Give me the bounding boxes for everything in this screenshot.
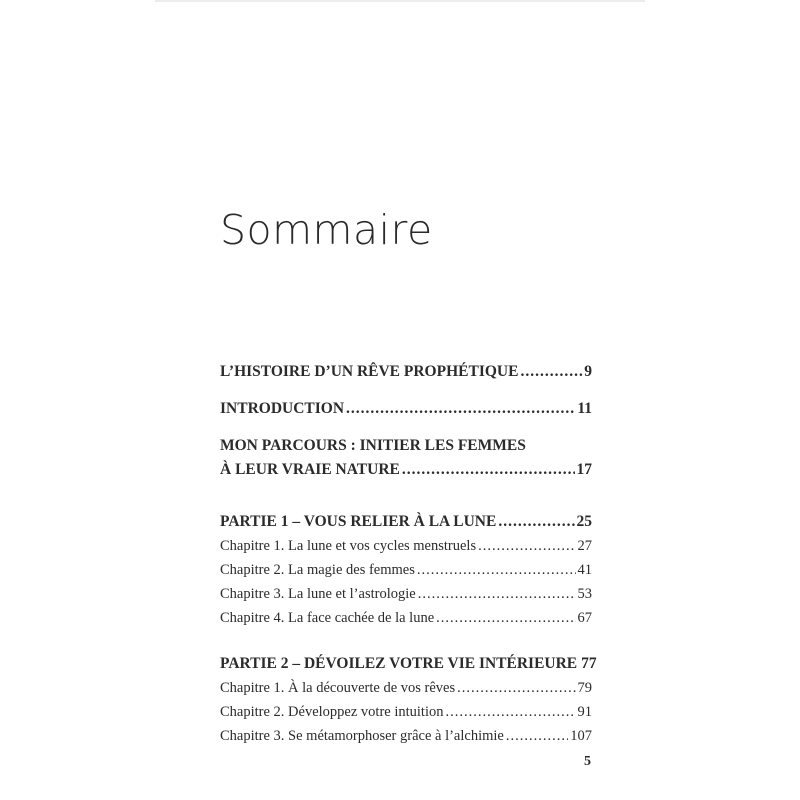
toc-entry-page: 27 (577, 538, 592, 554)
dot-leader (520, 360, 582, 384)
toc-entry-label: Chapitre 1. La lune et vos cycles menstruels (220, 538, 477, 554)
toc-entry-line2 (220, 458, 592, 482)
toc-entry-histoire (220, 360, 592, 384)
dot-leader (478, 534, 575, 558)
toc-entry-label: PARTIE 1 – VOUS RELIER À LA LUNE (220, 513, 497, 530)
dot-leader (346, 397, 575, 421)
toc-entry-chapter (220, 700, 592, 724)
toc-entry-introduction (220, 397, 592, 421)
dot-leader (402, 458, 575, 482)
toc-entry-label: Chapitre 1. À la découverte de vos rêves (220, 680, 456, 696)
toc-entry-chapter (220, 558, 592, 582)
toc-entry-label: L’HISTOIRE D’UN RÊVE PROPHÉTIQUE (220, 363, 519, 380)
toc-entry-page: 11 (577, 400, 592, 417)
toc-entry-page: 17 (576, 461, 592, 478)
toc-entry-page: 91 (577, 704, 592, 720)
toc-entry-chapter (220, 676, 592, 700)
dot-leader (417, 558, 576, 582)
toc-entry-label: PARTIE 2 – DÉVOILEZ VOTRE VIE INTÉRIEURE (220, 655, 578, 672)
dot-leader (506, 724, 568, 748)
toc-entry-label: Chapitre 4. La face cachée de la lune (220, 610, 435, 626)
toc-entry-page: 77 (581, 655, 597, 672)
toc-entry-label: Chapitre 3. La lune et l’astrologie (220, 586, 416, 602)
toc-entry-label-line1: MON PARCOURS : INITIER LES FEMMES (220, 437, 526, 454)
toc-entry-partie-1 (220, 510, 592, 534)
dot-leader (498, 510, 574, 534)
toc-entry-label: Chapitre 2. La magie des femmes (220, 562, 415, 578)
toc-entry-chapter (220, 582, 592, 606)
dot-leader (436, 606, 575, 630)
toc-entry-page: 79 (577, 680, 592, 696)
toc-entry-page: 53 (577, 586, 592, 602)
toc-entry-label: Chapitre 2. Développez votre intuition (220, 704, 444, 720)
dot-leader (418, 582, 576, 606)
toc-entry-chapter (220, 724, 592, 748)
toc-section-partie-1 (220, 510, 592, 630)
toc-section-partie-2 (220, 652, 597, 748)
dot-leader (445, 700, 575, 724)
page-number: 5 (584, 754, 591, 769)
dot-leader (457, 676, 575, 700)
toc-entry-chapter (220, 534, 592, 558)
toc-entry-page: 107 (570, 728, 592, 744)
toc-entry-page: 25 (576, 513, 592, 530)
toc-entry-page: 9 (584, 363, 592, 380)
toc-entry-partie-2 (220, 652, 597, 676)
top-rule (155, 0, 645, 2)
toc-entry-label: À LEUR VRAIE NATURE (220, 461, 400, 478)
toc-entry-page: 67 (577, 610, 592, 626)
toc-entry-chapter (220, 606, 592, 630)
toc-entry-label: INTRODUCTION (220, 400, 345, 417)
toc-entry-page: 41 (577, 562, 592, 578)
toc-entry-label: Chapitre 3. Se métamorphoser grâce à l’alchimie (220, 728, 504, 744)
toc-entry-parcours (220, 434, 592, 482)
page-title: Sommaire (220, 206, 433, 254)
